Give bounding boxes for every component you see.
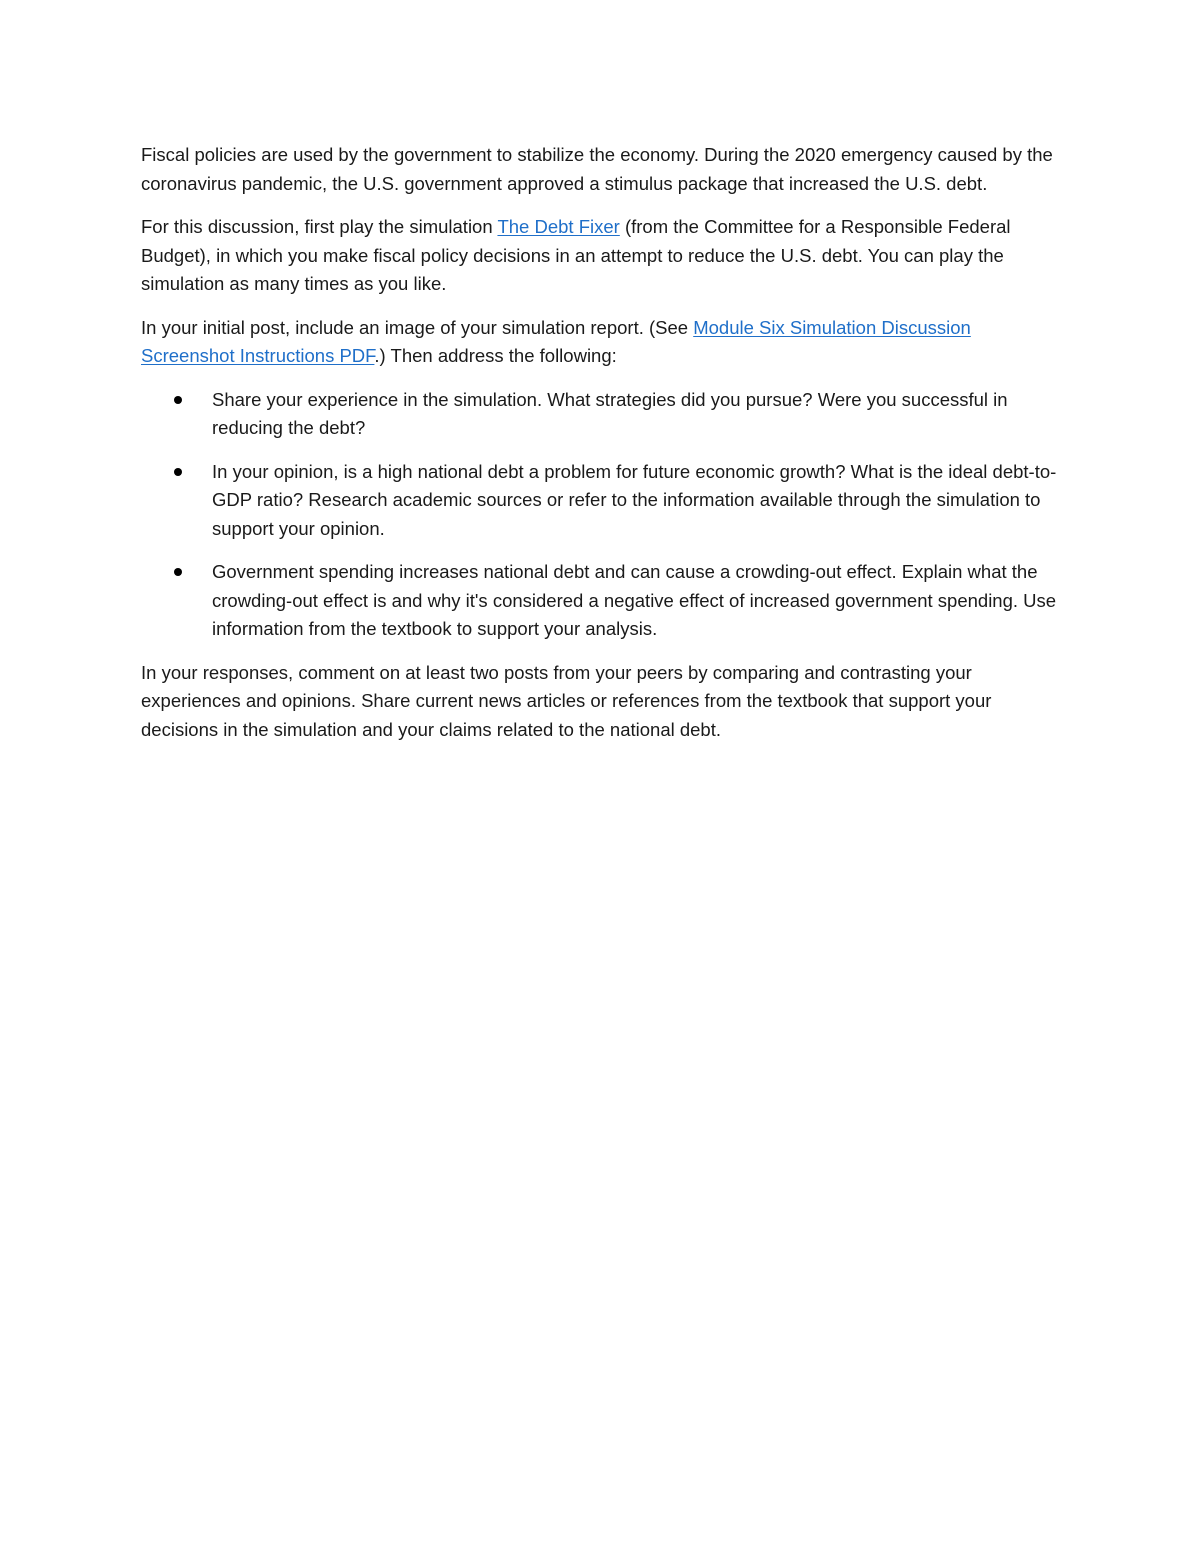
initial-post-paragraph xyxy=(141,314,1059,371)
list-item-text: Government spending increases national debt and can cause a crowding-out effect. Explain what the crowding-out effect is and why it's considered a negative effect of increased government spending. Use information from the textbook to support your analysis. xyxy=(212,561,1057,639)
bullet-icon xyxy=(174,468,182,476)
list-item-text: Share your experience in the simulation. What strategies did you pursue? Were you successful in reducing the debt? xyxy=(212,388,1008,438)
responses-paragraph xyxy=(141,659,1059,745)
responses-text: In your responses, comment on at least two posts from your peers by comparing and contrasting your experiences and opinions. Share current news articles or references from the textbook that support your decisions in the simulation and your claims related to the national debt. xyxy=(141,661,992,740)
bullet-icon xyxy=(174,396,182,404)
intro-paragraph xyxy=(141,141,1059,198)
initial-post-text-after: .) Then address the following: xyxy=(374,345,617,366)
discussion-text-after: (from the Committee for a Responsible Federal Budget), in which you make fiscal policy decisions in an attempt to reduce the U.S. debt. You can play the simulation as many times as you like. xyxy=(141,216,1011,294)
list-item xyxy=(141,558,1059,644)
debt-fixer-link[interactable]: The Debt Fixer xyxy=(497,216,620,237)
screenshot-instructions-link[interactable]: Module Six Simulation Discussion Screenshot Instructions PDF xyxy=(141,316,971,366)
intro-text: Fiscal policies are used by the government to stabilize the economy. During the 2020 emergency caused by the coronavirus pandemic, the U.S. government approved a stimulus package that increased the U.S. debt. xyxy=(141,144,1053,194)
initial-post-text-before: In your initial post, include an image of your simulation report. (See xyxy=(141,316,694,338)
discussion-text-before: For this discussion, first play the simulation xyxy=(141,216,498,237)
discussion-paragraph xyxy=(141,213,1059,299)
list-item-text: In your opinion, is a high national debt a problem for future economic growth? What is the ideal debt-to-GDP ratio? Research academic sources or refer to the information available through the simulation to support your opinion. xyxy=(212,460,1057,539)
list-item xyxy=(141,386,1059,443)
list-item xyxy=(141,458,1059,544)
prompt-list xyxy=(141,386,1059,644)
bullet-icon xyxy=(174,568,182,576)
document-page xyxy=(141,141,1059,759)
